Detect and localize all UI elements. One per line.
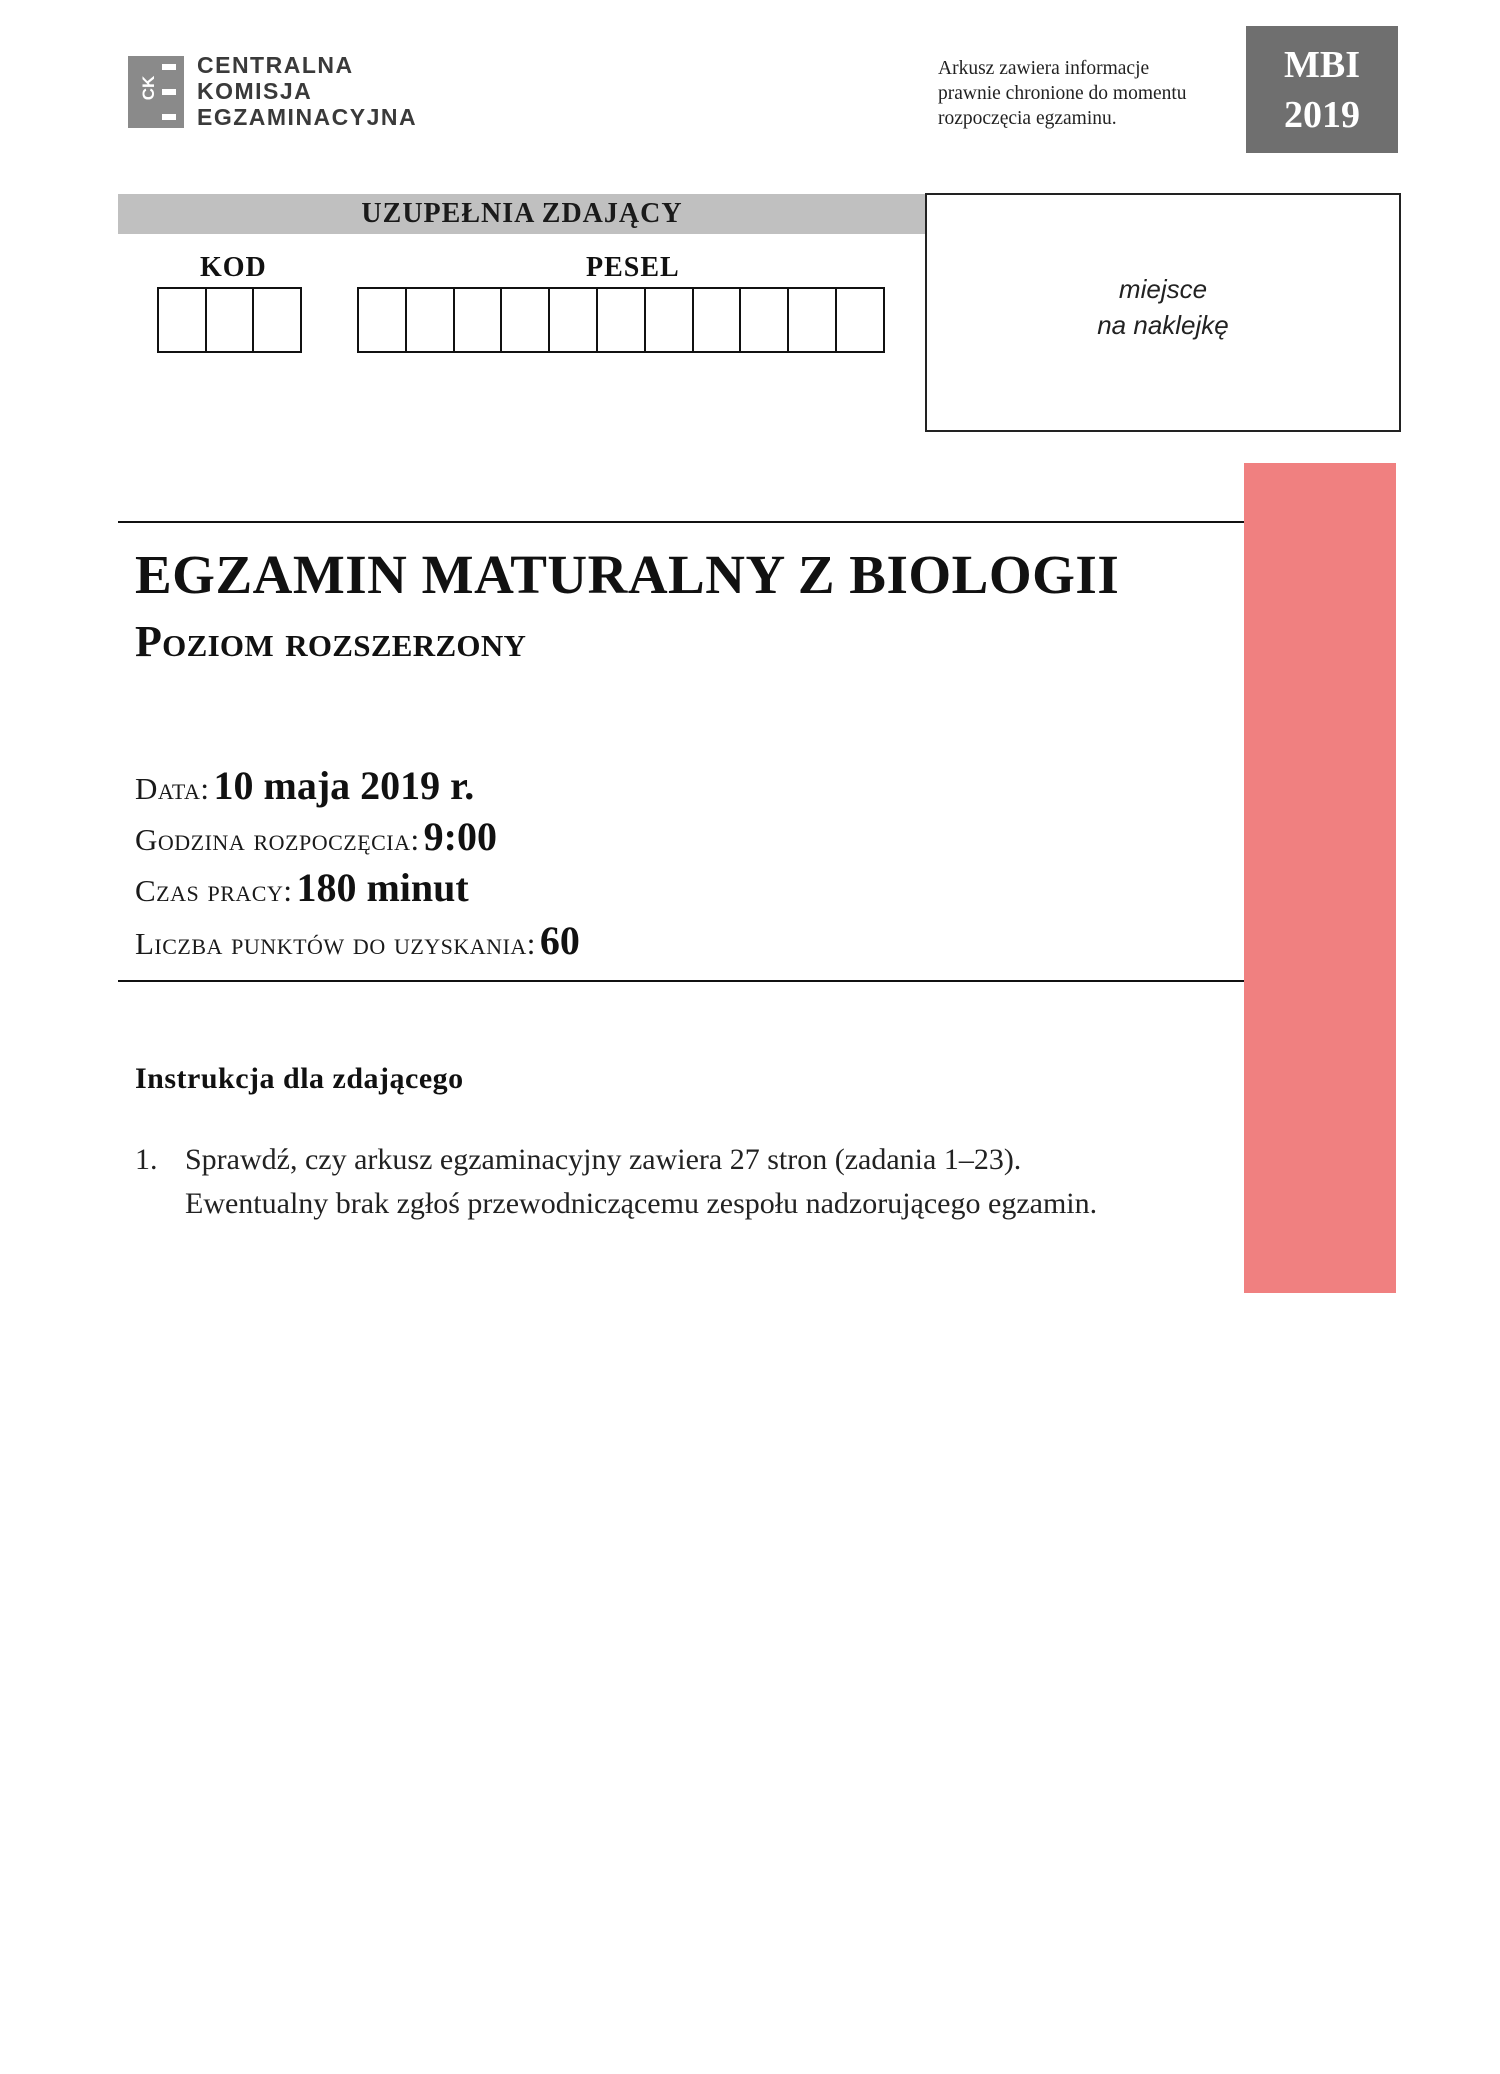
character-box xyxy=(741,289,789,351)
logo-line: KOMISJA xyxy=(197,78,313,104)
character-box xyxy=(359,289,407,351)
character-box xyxy=(502,289,550,351)
logo-mark-text: CK xyxy=(139,75,158,101)
character-box xyxy=(207,289,255,351)
meta-label: Data: xyxy=(135,771,210,806)
meta-date xyxy=(135,762,474,809)
character-box xyxy=(455,289,503,351)
notice-line: Arkusz zawiera informacje xyxy=(938,58,1150,79)
instructions-heading: Instrukcja dla zdającego xyxy=(135,1062,464,1095)
instructions-list xyxy=(135,1138,1135,1226)
exam-code: MBI xyxy=(1284,44,1360,86)
pesel-input-boxes xyxy=(357,287,885,353)
pesel-label: PESEL xyxy=(586,252,680,283)
logo-line: EGZAMINACYJNA xyxy=(197,104,418,130)
character-box xyxy=(837,289,885,351)
exam-title: EGZAMIN MATURALNY Z BIOLOGII xyxy=(135,544,1120,605)
side-band-text: NOWA FORMUŁA xyxy=(1273,1306,1372,2074)
instruction-text: Sprawdź, czy arkusz egzaminacyjny zawiera 27 stron (zadania 1–23). Ewentualny brak zgłoś przewodniczącemu zespołu nadzorującego egzamin. xyxy=(185,1143,1098,1220)
meta-value: 60 xyxy=(539,918,580,963)
sticker-placeholder xyxy=(925,193,1401,432)
character-box xyxy=(789,289,837,351)
logo-bar xyxy=(162,89,176,95)
meta-duration xyxy=(135,864,469,911)
character-box xyxy=(159,289,207,351)
meta-value: 10 maja 2019 r. xyxy=(213,763,475,808)
notice-line: prawnie chronione do momentu xyxy=(938,83,1187,104)
exam-year: 2019 xyxy=(1284,94,1360,136)
exam-level: Poziom rozszerzony xyxy=(135,617,527,666)
cke-logo-text xyxy=(197,52,417,130)
kod-input-boxes xyxy=(157,287,302,353)
exam-code-badge xyxy=(1246,26,1398,153)
logo-bar xyxy=(162,114,176,120)
meta-label: Czas pracy: xyxy=(135,873,293,908)
meta-label: Godzina rozpoczęcia: xyxy=(135,822,420,857)
meta-value: 9:00 xyxy=(423,814,497,859)
character-box xyxy=(407,289,455,351)
logo-bar xyxy=(162,64,176,70)
meta-label: Liczba punktów do uzyskania: xyxy=(135,926,536,961)
meta-value: 180 minut xyxy=(296,865,469,910)
meta-points xyxy=(135,917,580,964)
character-box xyxy=(646,289,694,351)
cke-logo-mark xyxy=(128,56,184,128)
candidate-fill-header: UZUPEŁNIA ZDAJĄCY xyxy=(118,194,926,234)
sticker-line: na naklejkę xyxy=(1097,310,1229,340)
character-box xyxy=(254,289,302,351)
sticker-line: miejsce xyxy=(1118,274,1208,304)
instruction-number: 1. xyxy=(135,1143,158,1176)
character-box xyxy=(598,289,646,351)
character-box xyxy=(694,289,742,351)
instruction-item xyxy=(135,1138,1135,1226)
meta-start-time xyxy=(135,813,497,860)
logo-line: CENTRALNA xyxy=(197,52,354,78)
legal-notice xyxy=(938,56,1238,131)
notice-line: rozpoczęcia egzaminu. xyxy=(938,108,1117,129)
divider-top xyxy=(118,521,1244,523)
kod-label: KOD xyxy=(200,252,267,283)
divider-bottom xyxy=(118,980,1244,982)
character-box xyxy=(550,289,598,351)
side-band xyxy=(1244,463,1396,2074)
